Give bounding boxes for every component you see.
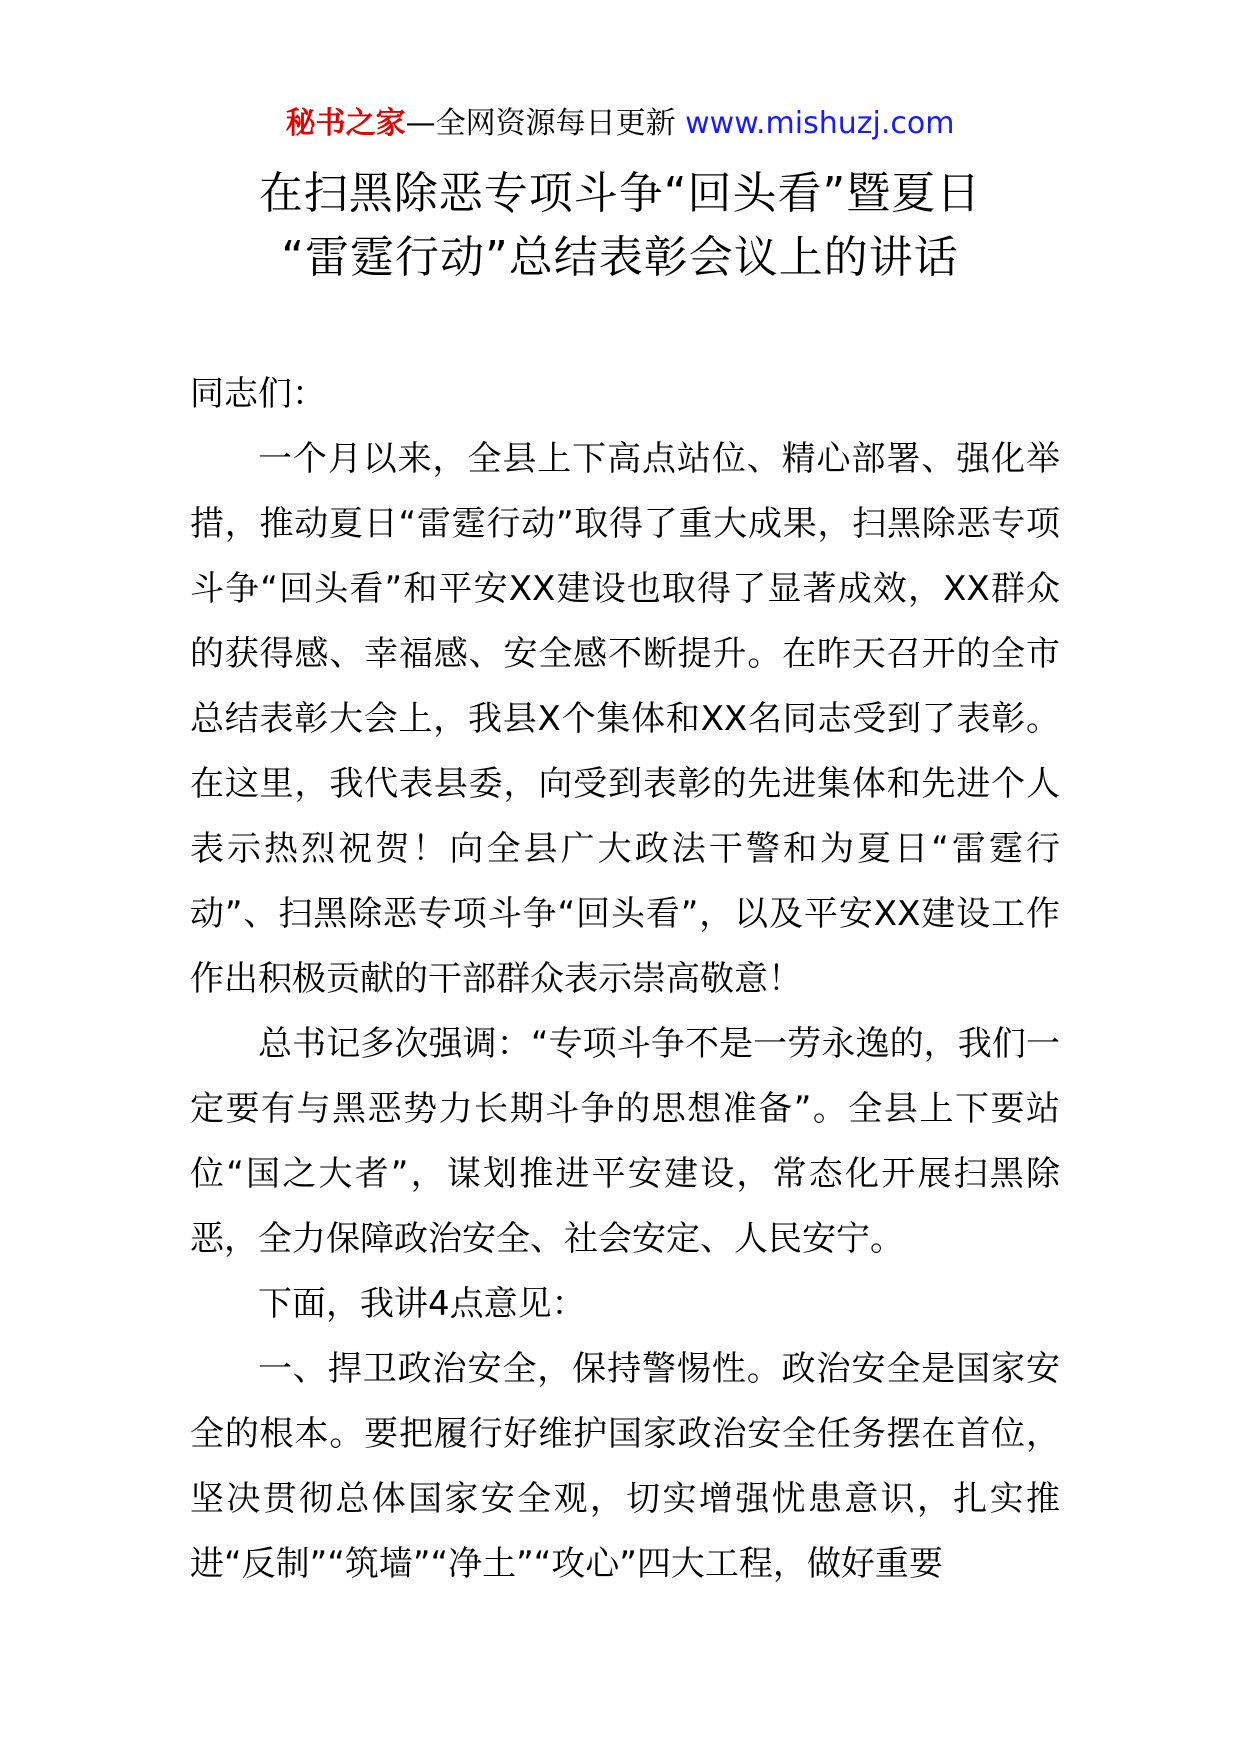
salutation: 同志们： (190, 374, 326, 414)
paragraph-3: 下面，我讲4点意见： (258, 1284, 586, 1324)
brand-name: 秘书之家 (285, 106, 406, 141)
document-title (0, 162, 1240, 290)
document-body (190, 362, 1060, 1597)
title-line-2: “雷霆行动”总结表彰会议上的讲话 (281, 232, 959, 283)
site-tagline: —全网资源每日更新 (405, 106, 686, 141)
site-header (0, 104, 1240, 144)
paragraph-4: 一、捍卫政治安全，保持警惕性。政治安全是国家安全的根本。要把履行好维护国家政治安全任务摆在首位，坚决贯彻总体国家安全观，切实增强忧患意识，扎实推进“反制”“筑墙”“净土”“攻心”四大工程，做好重要 (190, 1349, 1060, 1584)
paragraph-2: 总书记多次强调：“专项斗争不是一劳永逸的，我们一定要有与黑恶势力长期斗争的思想准备”。全县上下要站位“国之大者”，谋划推进平安建设，常态化开展扫黑除恶，全力保障政治安全、社会安定、人民安宁。 (190, 1024, 1060, 1259)
paragraph-1: 一个月以来，全县上下高点站位、精心部署、强化举措，推动夏日“雷霆行动”取得了重大成果，扫黑除恶专项斗争“回头看”和平安XX建设也取得了显著成效，XX群众的获得感、幸福感、安全感不断提升。在昨天召开的全市总结表彰大会上，我县X个集体和XX名同志受到了表彰。在这里，我代表县委，向受到表彰的先进集体和先进个人表示热烈祝贺！向全县广大政法干警和为夏日“雷霆行动”、扫黑除恶专项斗争“回头看”，以及平安XX建设工作作出积极贡献的干部群众表示崇高敬意！ (190, 439, 1060, 999)
site-url-link[interactable]: www.mishuzj.com (685, 106, 955, 141)
title-line-1: 在扫黑除恶专项斗争“回头看”暨夏日 (258, 168, 982, 219)
